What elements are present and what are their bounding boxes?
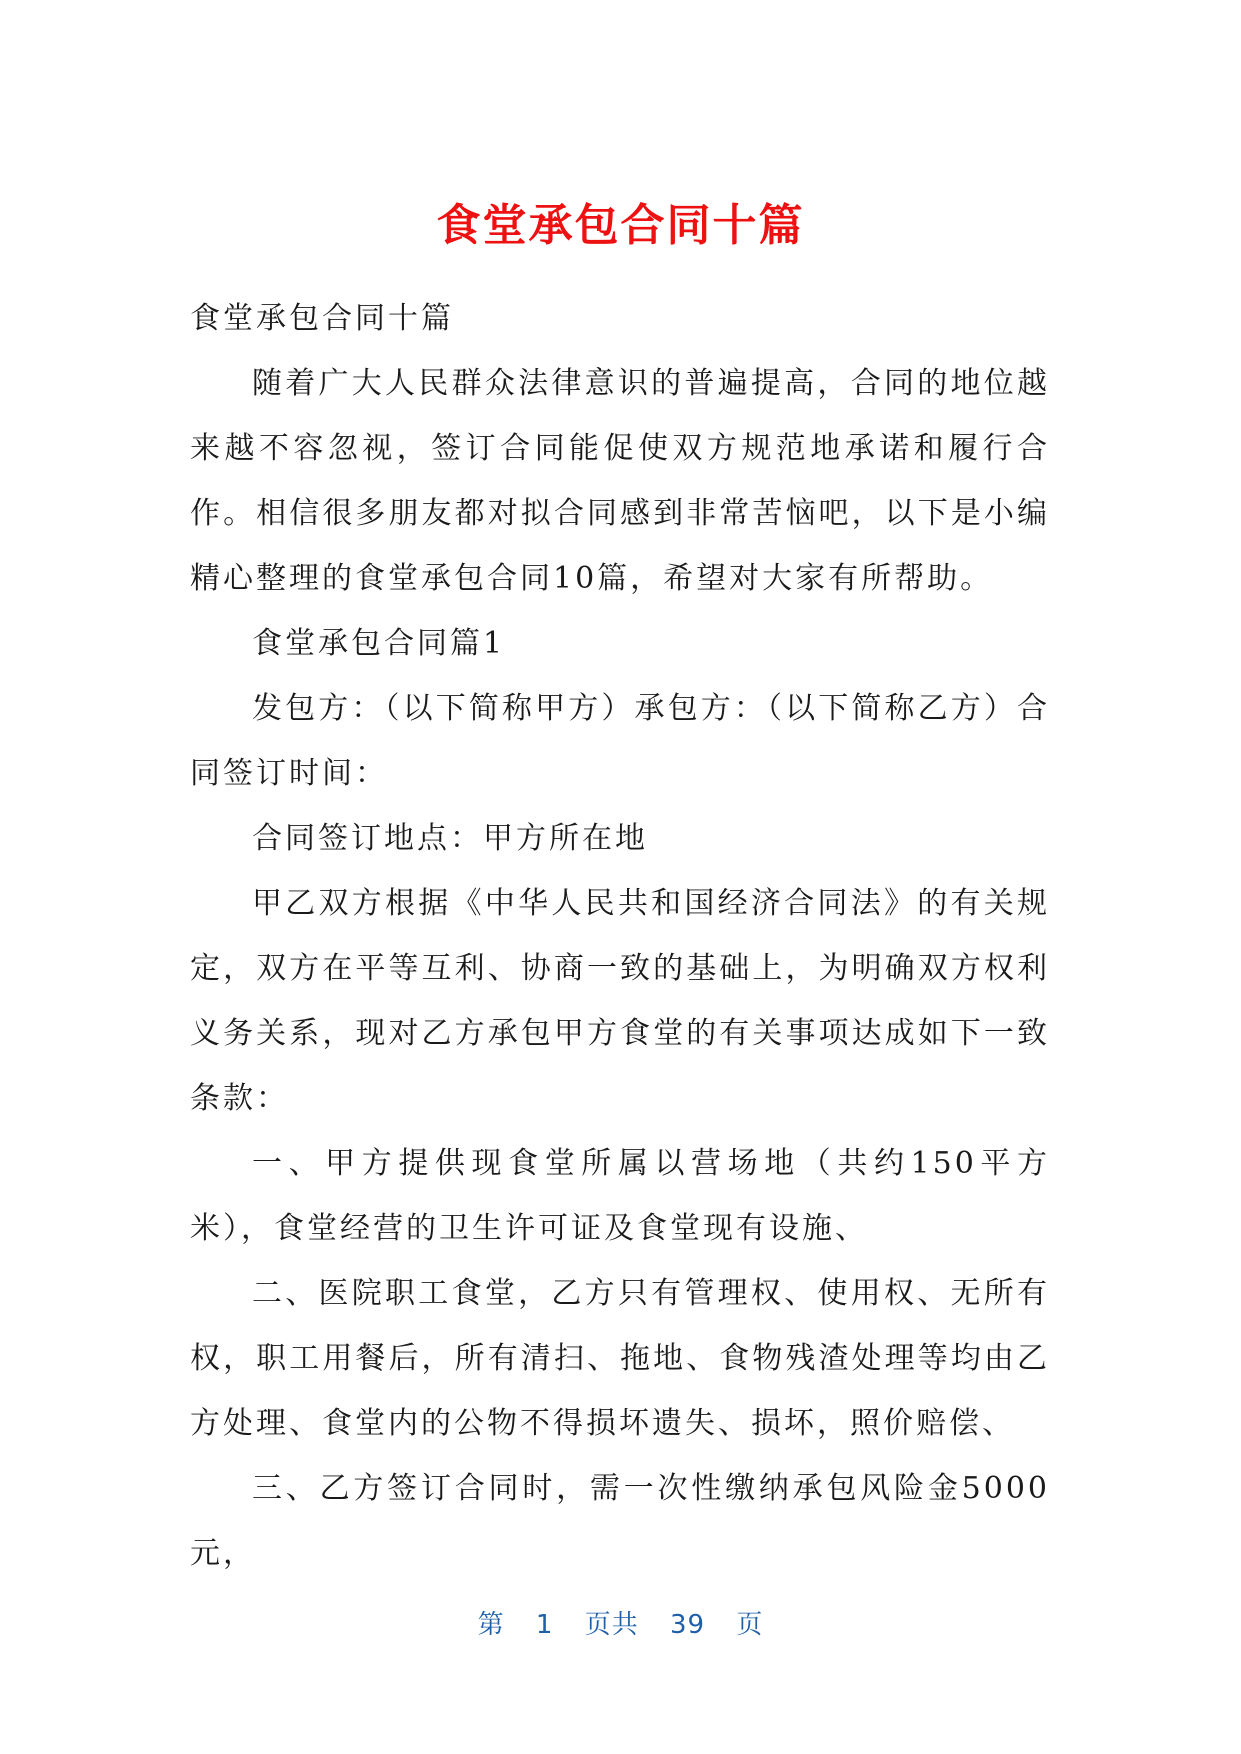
- footer-page-number: 1: [535, 1610, 554, 1640]
- footer-suffix: 页: [736, 1610, 764, 1640]
- paragraph: 食堂承包合同十篇: [190, 301, 454, 336]
- document-body: [190, 286, 1050, 1586]
- paragraph: 二、医院职工食堂，乙方只有管理权、使用权、无所有权，职工用餐后，所有清扫、拖地、食物残渣处理等均由乙方处理、食堂内的公物不得损坏遗失、损坏，照价赔偿、: [190, 1276, 1050, 1441]
- footer-prefix: 第: [477, 1610, 505, 1640]
- paragraph: 一、甲方提供现食堂所属以营场地（共约150平方米），食堂经营的卫生许可证及食堂现有设施、: [190, 1146, 1050, 1246]
- footer-total-pages: 39: [670, 1610, 706, 1640]
- page-footer: [0, 1604, 1241, 1641]
- paragraph: 发包方：（以下简称甲方）承包方：（以下简称乙方）合同签订时间：: [190, 691, 1050, 791]
- paragraph: 食堂承包合同篇1: [252, 626, 506, 661]
- paragraph: 甲乙双方根据《中华人民共和国经济合同法》的有关规定，双方在平等互利、协商一致的基础上，为明确双方权利义务关系，现对乙方承包甲方食堂的有关事项达成如下一致条款：: [190, 886, 1050, 1116]
- document-title: 食堂承包合同十篇: [436, 200, 805, 251]
- footer-middle: 页共: [584, 1610, 639, 1640]
- paragraph: 随着广大人民群众法律意识的普遍提高，合同的地位越来越不容忽视，签订合同能促使双方规范地承诺和履行合作。相信很多朋友都对拟合同感到非常苦恼吧，以下是小编精心整理的食堂承包合同10篇，希望对大家有所帮助。: [190, 366, 1050, 596]
- paragraph: 三、乙方签订合同时，需一次性缴纳承包风险金5000元，: [190, 1471, 1050, 1571]
- paragraph: 合同签订地点：甲方所在地: [252, 821, 648, 856]
